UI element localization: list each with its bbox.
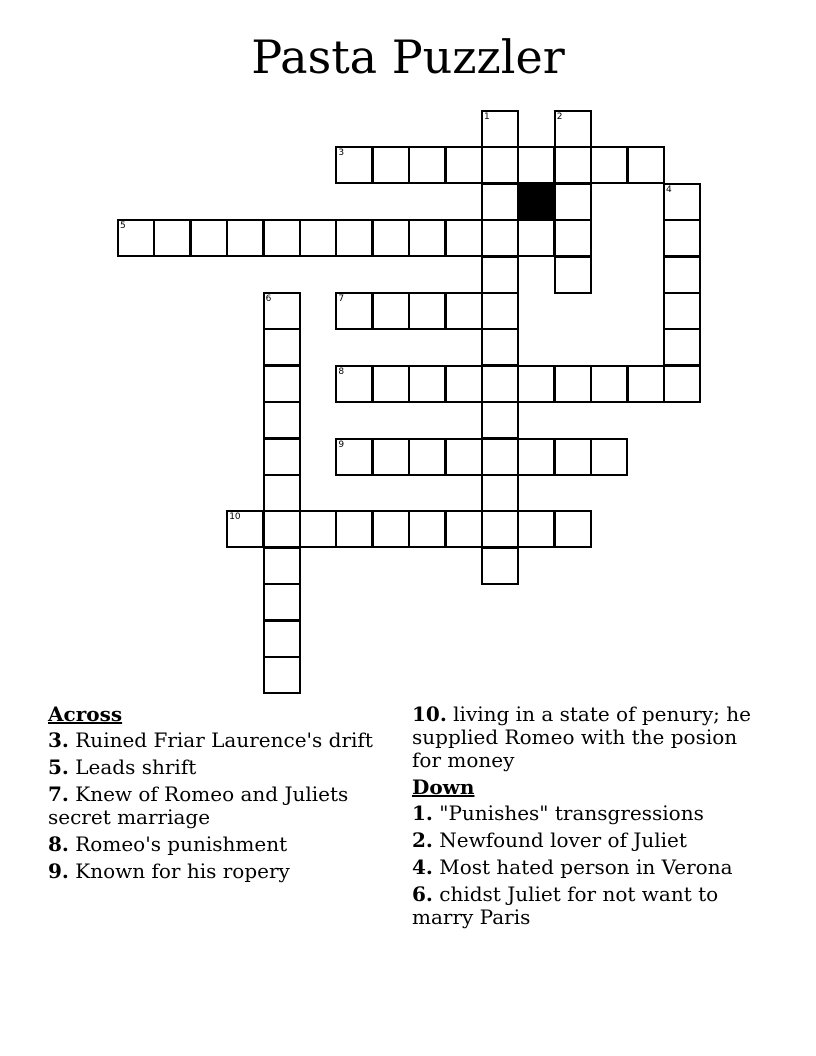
across-header: Across [48, 702, 123, 726]
grid-cell[interactable] [481, 146, 519, 184]
grid-cell[interactable] [554, 510, 592, 548]
grid-cell[interactable] [335, 365, 373, 403]
grid-cell[interactable] [263, 547, 301, 585]
grid-cell[interactable] [226, 510, 264, 548]
grid-cell[interactable] [517, 510, 555, 548]
clue-text: Newfound lover of Juliet [439, 828, 687, 852]
grid-cell[interactable] [663, 219, 701, 257]
grid-cell[interactable] [590, 365, 628, 403]
cell-number: 6 [265, 294, 272, 304]
clue-across-7 [48, 783, 383, 829]
grid-cell[interactable] [263, 656, 301, 694]
grid-cell[interactable] [372, 219, 410, 257]
grid-cell[interactable] [408, 219, 446, 257]
clue-number: 10. [412, 702, 447, 726]
grid-cell[interactable] [590, 438, 628, 476]
cell-number: 2 [556, 112, 563, 122]
clue-text: Known for his ropery [75, 859, 290, 883]
clue-down-4 [412, 856, 757, 879]
grid-cell[interactable] [372, 438, 410, 476]
grid-cell[interactable] [408, 146, 446, 184]
clues-column-left [48, 703, 383, 887]
grid-cell[interactable] [372, 365, 410, 403]
grid-cell[interactable] [554, 183, 592, 221]
clue-text: "Punishes" transgressions [439, 801, 704, 825]
clue-text: Most hated person in Verona [439, 855, 733, 879]
grid-cell[interactable] [153, 219, 191, 257]
cell-number: 8 [338, 366, 345, 377]
grid-cell[interactable] [663, 365, 701, 403]
black-square [517, 183, 555, 221]
grid-cell[interactable] [117, 219, 155, 257]
clue-across-5 [48, 756, 383, 779]
grid-cell[interactable] [445, 438, 483, 476]
grid-cell[interactable] [554, 146, 592, 184]
grid-cell[interactable] [408, 510, 446, 548]
clue-text: Knew of Romeo and Juliets secret marriage [48, 782, 349, 829]
grid-cell[interactable] [263, 328, 301, 366]
grid-cell[interactable] [263, 474, 301, 512]
grid-cell[interactable] [627, 146, 665, 184]
grid-cell[interactable] [335, 292, 373, 330]
grid-cell[interactable] [481, 292, 519, 330]
clue-text: chidst Juliet for not want to marry Paris [412, 882, 719, 929]
grid-cell[interactable] [263, 620, 301, 658]
clue-down-1 [412, 802, 757, 825]
grid-cell[interactable] [554, 219, 592, 257]
grid-cell[interactable] [408, 292, 446, 330]
grid-cell[interactable] [372, 510, 410, 548]
grid-cell[interactable] [481, 438, 519, 476]
grid-cell[interactable] [445, 146, 483, 184]
grid-cell[interactable] [226, 219, 264, 257]
grid-cell[interactable] [481, 474, 519, 512]
grid-cell[interactable] [335, 510, 373, 548]
clue-number: 2. [412, 828, 433, 852]
grid-cell[interactable] [481, 256, 519, 294]
clue-across-9 [48, 860, 383, 883]
clue-number: 9. [48, 859, 69, 883]
grid-cell[interactable] [554, 365, 592, 403]
grid-cell[interactable] [445, 292, 483, 330]
grid-cell[interactable] [372, 292, 410, 330]
grid-cell[interactable] [481, 365, 519, 403]
grid-cell[interactable] [663, 256, 701, 294]
grid-cell[interactable] [299, 219, 337, 257]
cell-number: 7 [338, 294, 345, 304]
grid-cell[interactable] [517, 365, 555, 403]
clue-across-3 [48, 729, 383, 752]
grid-cell[interactable] [445, 365, 483, 403]
grid-cell[interactable] [663, 328, 701, 366]
grid-cell[interactable] [335, 438, 373, 476]
cell-number: 4 [666, 184, 672, 195]
clue-number: 1. [412, 801, 433, 825]
grid-cell[interactable] [627, 365, 665, 403]
grid-cell[interactable] [445, 219, 483, 257]
grid-cell[interactable] [263, 510, 301, 548]
grid-cell[interactable] [299, 510, 337, 548]
grid-cell[interactable] [554, 438, 592, 476]
clue-text: Leads shrift [75, 755, 197, 779]
grid-cell[interactable] [663, 292, 701, 330]
grid-cell[interactable] [335, 146, 373, 184]
grid-cell[interactable] [481, 401, 519, 439]
clue-number: 4. [412, 855, 433, 879]
grid-cell[interactable] [335, 219, 373, 257]
grid-cell[interactable] [263, 219, 301, 257]
grid-cell[interactable] [663, 183, 701, 221]
grid-cell[interactable] [263, 438, 301, 476]
grid-cell[interactable] [481, 547, 519, 585]
puzzle-title: Pasta Puzzler [251, 30, 565, 84]
grid-cell[interactable] [590, 146, 628, 184]
clue-text: Ruined Friar Laurence's drift [75, 728, 373, 752]
grid-cell[interactable] [263, 583, 301, 621]
grid-cell[interactable] [445, 510, 483, 548]
grid-cell[interactable] [481, 219, 519, 257]
clues-column-right [412, 703, 757, 933]
cell-number: 3 [338, 148, 345, 159]
grid-cell[interactable] [408, 365, 446, 403]
clue-down-2 [412, 829, 757, 852]
clue-across-8 [48, 833, 383, 856]
grid-cell[interactable] [190, 219, 228, 257]
grid-cell[interactable] [481, 183, 519, 221]
grid-cell[interactable] [481, 328, 519, 366]
grid-cell[interactable] [263, 292, 301, 330]
grid-cell[interactable] [481, 510, 519, 548]
grid-cell[interactable] [408, 438, 446, 476]
cell-number: 9 [338, 439, 345, 450]
grid-cell[interactable] [554, 256, 592, 294]
grid-cell[interactable] [481, 110, 519, 148]
clue-number: 3. [48, 728, 69, 752]
cell-number: 1 [484, 112, 490, 122]
grid-cell[interactable] [263, 365, 301, 403]
grid-cell[interactable] [517, 219, 555, 257]
clue-text: Romeo's punishment [75, 832, 288, 856]
down-header: Down [412, 775, 475, 799]
grid-cell[interactable] [517, 146, 555, 184]
grid-cell[interactable] [517, 438, 555, 476]
clue-number: 6. [412, 882, 433, 906]
clue-number: 8. [48, 832, 69, 856]
grid-cell[interactable] [263, 401, 301, 439]
clue-text: living in a state of penury; he supplied Romeo with the posion for money [412, 702, 751, 772]
cell-number: 10 [229, 512, 241, 523]
clue-number: 5. [48, 755, 69, 779]
grid-cell[interactable] [554, 110, 592, 148]
clue-number: 7. [48, 782, 69, 806]
grid-cell[interactable] [372, 146, 410, 184]
cell-number: 5 [120, 221, 126, 232]
clue-down-6 [412, 883, 757, 929]
clue-across-10 [412, 703, 757, 772]
